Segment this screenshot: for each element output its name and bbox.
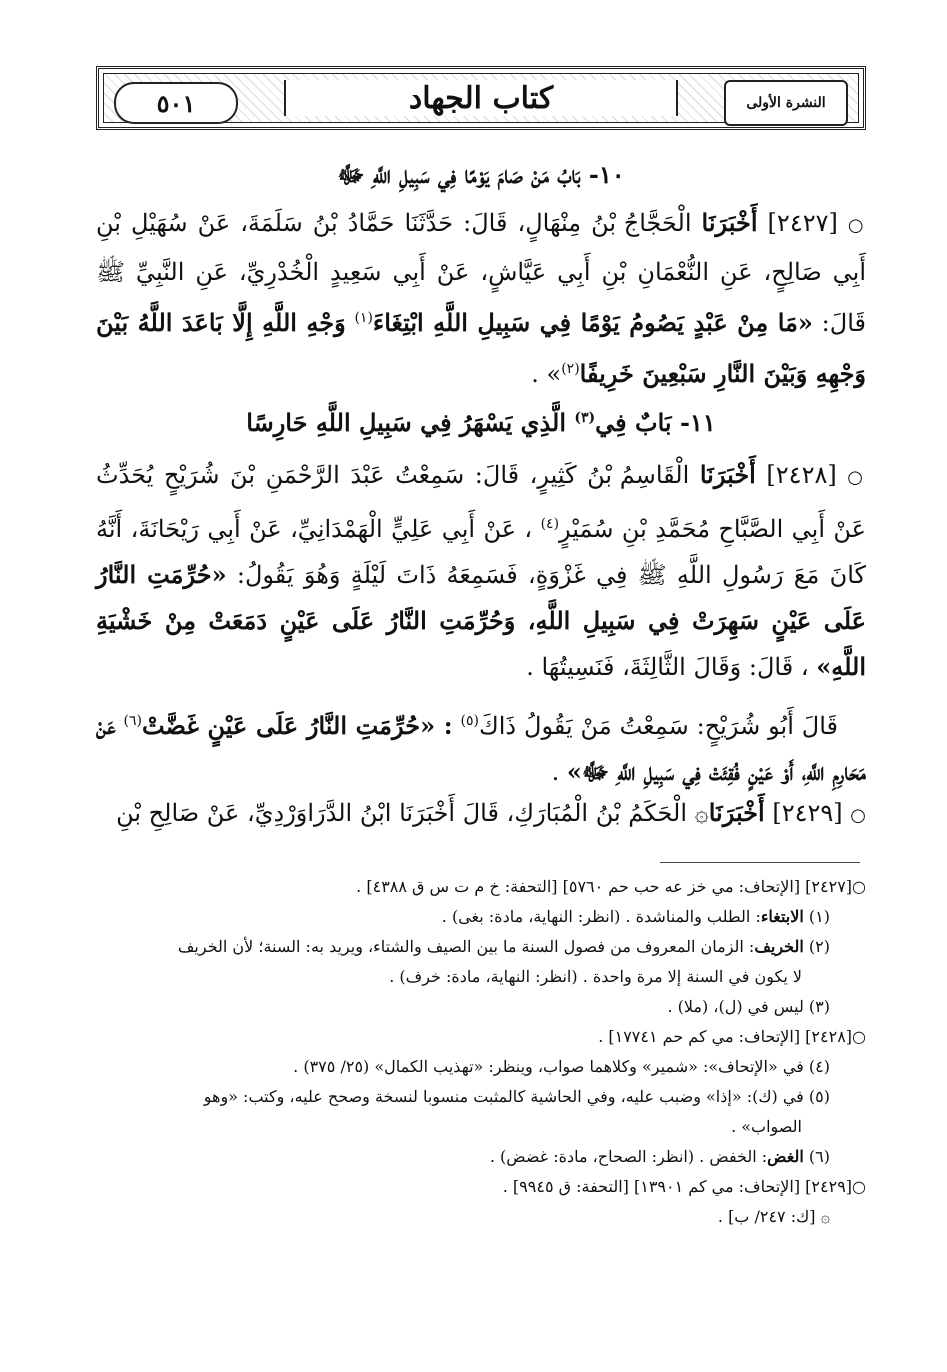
footnote-2427-text: [٢٤٢٧] [الإتحاف: مي خز عه حب حم ٥٧٦٠] [التحفة: خ م ت س ق ٤٣٨٨] . (356, 877, 853, 896)
footnote-5-text-2: الصواب» . (731, 1117, 802, 1136)
manuscript-marker-icon: ۞ (694, 799, 709, 827)
footnote-2 (96, 932, 866, 962)
hadith-end: » . (531, 360, 562, 388)
footnote-1-text: : الطلب والمناشدة . (انظر: النهاية، مادة: بغى) . (441, 907, 761, 926)
header-ornament (103, 73, 859, 123)
footnotes (96, 872, 866, 1232)
footnote-ref-3: (٣) (574, 410, 596, 426)
footnote-5 (96, 1082, 866, 1112)
hadith-2429-text (96, 790, 866, 839)
hadith-akhbarana: أَخْبَرَنَا (701, 208, 758, 237)
hadith-isnad: الْحَجَّاجُ بْنُ مِنْهَالٍ، قَالَ: حَدَّثَنَا حَمَّادُ بْنُ سَلَمَةَ، عَنْ سُهَيْلِ بْنِ أَبِي صَالِحٍ، عَنِ النُّعْمَانِ بْنِ أَبِي عَيَّاشٍ، عَنْ أَبِي سَعِيدٍ الْخُدْرِيِّ، عَنِ النَّبِيِّ ﷺ قَالَ: (96, 209, 866, 337)
footnote-2429 (96, 1172, 866, 1202)
hadith-isnad: الْحَكَمُ بْنُ الْمُبَارَكِ، قَالَ أَخْبَرَنَا ابْنُ الدَّرَاوَرْدِيِّ، عَنْ صَالِحِ بْنِ (116, 799, 687, 827)
hadith-marker-icon: ○ (852, 1027, 866, 1046)
footnote-2-number: (٢) (808, 937, 830, 956)
hadith-akhbarana: أَخْبَرَنَا (708, 798, 765, 827)
hadith-akhbarana: أَخْبَرَنَا (699, 460, 756, 489)
hadith-number: [٢٤٢٩] (772, 799, 843, 827)
hadith-isnad-1: الْقَاسِمُ بْنُ كَثِيرٍ، قَالَ: سَمِعْتُ عَبْدَ الرَّحْمَنِ بْنَ شُرَيْحٍ يُحَدِّثُ عَنْ أَبِي الصَّبَّاحِ مُحَمَّدِ بْنِ سُمَيْرٍ (96, 461, 866, 543)
publisher-logo (724, 80, 848, 126)
footnote-6-number: (٦) (808, 1147, 830, 1166)
footnote-manuscript (96, 1202, 866, 1232)
book-title: كتاب الجهاد (408, 80, 554, 116)
abu-shurayh-paragraph (96, 698, 866, 795)
hadith-2429 (96, 790, 866, 839)
hadith-2427 (96, 200, 866, 397)
footnote-5-continued (96, 1112, 866, 1142)
abu-shurayh-quote-1: : «حُرِّمَتِ النَّارُ عَلَى عَيْنٍ غَضَّتْ (141, 711, 453, 740)
hadith-marker-icon: ○ (852, 877, 866, 896)
abu-shurayh-text (96, 698, 866, 795)
footnote-manuscript-text: ۞ [ك: ٢٤٧/ ب] . (717, 1207, 830, 1226)
publisher-logo-text: النشرة الأولى (746, 95, 826, 111)
footnote-2428 (96, 1022, 866, 1052)
chapter-11-title-b: الَّذِي يَسْهَرُ فِي سَبِيلِ اللَّهِ حَارِسًا (246, 408, 567, 437)
footnote-4-text: (٤) في «الإتحاف»: «شمير» وكلاهما صواب، وينظر: «تهذيب الكمال» (٢٥/ ٣٧٥) . (293, 1057, 830, 1076)
hadith-2428 (96, 452, 866, 690)
footnote-ref-4: (٤) (540, 516, 560, 532)
page-header (96, 66, 866, 130)
footnote-2-continued (96, 962, 866, 992)
footnote-1 (96, 902, 866, 932)
footnote-3-text: (٣) ليس في (ل)، (ملا) . (667, 997, 830, 1016)
abu-shurayh-quote-2: عَنْ مَحَارِمِ اللَّهِ، أَوْ عَيْنٍ فُقِئَتْ فِي سَبِيلِ اللَّهِ ﷻ» (96, 711, 866, 786)
footnote-6-term: الغض (767, 1147, 804, 1166)
chapter-11-title (96, 408, 866, 437)
hadith-marker-icon: ○ (847, 467, 866, 488)
footnote-ref-2: (٢) (561, 361, 580, 377)
hadith-ending: ، قَالَ: وَقَالَ الثَّالِثَةَ، فَنَسِيتُهَا . (526, 653, 809, 681)
hadith-matn-part2: وَجْهِ اللَّهِ إِلَّا بَاعَدَ اللَّهُ بَيْنَ وَجْهِهِ وَبَيْنَ النَّارِ سَبْعِينَ خَرِيفًا (96, 308, 866, 388)
hadith-2427-text (96, 200, 866, 397)
footnote-2428-text: [٢٤٢٨] [الإتحاف: مي كم حم ١٧٧٤١] . (598, 1027, 853, 1046)
page-number: ٥٠١ (156, 88, 196, 118)
footnote-2427 (96, 872, 866, 902)
footnote-2-text: : الزمان المعروف من فصول السنة ما بين الصيف والشتاء، ويريد به: السنة؛ لأن الخريف (177, 937, 755, 956)
abu-shurayh-end: . (551, 758, 560, 786)
footnote-3 (96, 992, 866, 1022)
footnote-4 (96, 1052, 866, 1082)
footnote-5-text: (٥) في (ك): «إذا» وضبب عليه، وفي الحاشية كالمثبت منسوبا لنسخة وصحح عليه، وكتب: «وهو (203, 1087, 830, 1106)
hadith-number: [٢٤٢٨] (766, 461, 837, 489)
abu-shurayh-intro: قَالَ أَبُو شُرَيْحٍ: سَمِعْتُ مَنْ يَقُولُ ذَاكَ (478, 712, 838, 740)
footnote-6 (96, 1142, 866, 1172)
chapter-10-title-text: ١٠- بَابُ مَنْ صَامَ يَوْمًا فِي سَبِيلِ اللَّهِ ﷻ (337, 160, 625, 189)
chapter-10-title (96, 160, 866, 195)
hadith-isnad-2: ، عَنْ أَبِي عَلِيٍّ الْهَمْدَانِيِّ، عَنْ أَبِي رَيْحَانَةَ، أَنَّهُ كَانَ مَعَ رَسُولِ اللَّهِ ﷺ فِي غَزْوَةٍ، فَسَمِعَهُ ذَاتَ لَيْلَةٍ وَهُوَ يَقُولُ: (96, 515, 866, 589)
footnote-divider (660, 862, 860, 863)
page-number-box (114, 82, 238, 124)
footnote-2-term: الخريف (754, 937, 804, 956)
chapter-11-title-a: ١١- بَابٌ فِي (595, 408, 716, 437)
book-title-box (284, 80, 678, 116)
footnote-1-number: (١) (808, 907, 830, 926)
hadith-2428-text (96, 452, 866, 690)
footnote-6-text: : الخفض . (انظر: الصحاح، مادة: غضض) . (489, 1147, 768, 1166)
hadith-marker-icon: ○ (852, 1177, 866, 1196)
footnote-2-text-2: لا يكون في السنة إلا مرة واحدة . (انظر: النهاية، مادة: خرف) . (389, 967, 802, 986)
footnote-ref-1: (١) (354, 310, 373, 326)
hadith-number: [٢٤٢٧] (767, 209, 838, 237)
hadith-matn: «حُرِّمَتِ النَّارُ عَلَى عَيْنٍ سَهِرَتْ فِي سَبِيلِ اللَّهِ، وَحُرِّمَتِ النَّارُ عَلَى عَيْنٍ دَمَعَتْ مِنْ خَشْيَةِ اللَّهِ» (96, 560, 866, 681)
hadith-marker-icon: ○ (850, 805, 866, 826)
hadith-matn-part1: «مَا مِنْ عَبْدٍ يَصُومُ يَوْمًا فِي سَبِيلِ اللَّهِ ابْتِغَاءَ (372, 308, 813, 337)
footnote-ref-6: (٦) (123, 713, 142, 729)
hadith-marker-icon: ○ (847, 215, 866, 236)
footnote-1-term: الابتغاء (760, 907, 804, 926)
footnote-ref-5: (٥) (460, 713, 479, 729)
footnote-2429-text: [٢٤٢٩] [الإتحاف: مي كم ١٣٩٠١] [التحفة: ق ٩٩٤٥] . (502, 1177, 853, 1196)
